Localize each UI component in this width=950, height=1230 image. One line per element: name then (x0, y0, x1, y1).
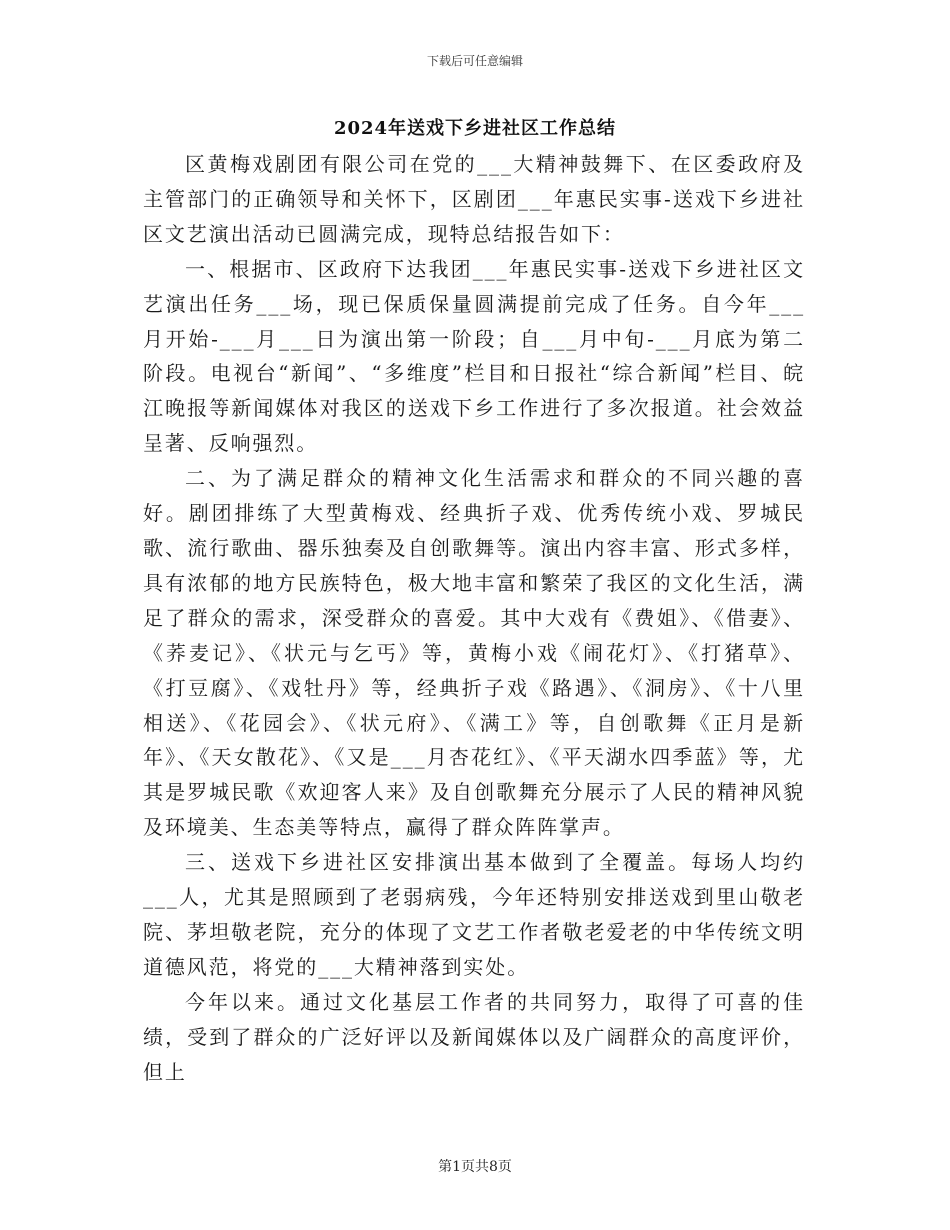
document-title: 2024年送戏下乡进社区工作总结 (333, 118, 617, 139)
paragraph-summary: 今年以来。通过文化基层工作者的共同努力，取得了可喜的佳绩，受到了群众的广泛好评以及新闻媒体以及广阔群众的高度评价，但上 (143, 989, 805, 1084)
paragraph-intro: 区黄梅戏剧团有限公司在党的___大精神鼓舞下、在区委政府及主管部门的正确领导和关怀下，区剧团___年惠民实事-送戏下乡进社区文艺演出活动已圆满完成，现特总结报告如下： (143, 152, 805, 246)
paragraph-section-two: 二、为了满足群众的精神文化生活需求和群众的不同兴趣的喜好。剧团排练了大型黄梅戏、经典折子戏、优秀传统小戏、罗城民歌、流行歌曲、器乐独奏及自创歌舞等。演出内容丰富、形式多样，具有浓郁的地方民族特色，极大地丰富和繁荣了我区的文化生活，满足了群众的需求，深受群众的喜爱。其中大戏有《费姐》、《借妻》、《荞麦记》、《状元与乞丐》等，黄梅小戏《闹花灯》、《打猪草》、《打豆腐》、《戏牡丹》等，经典折子戏《路遇》、《洞房》、《十八里相送》、《花园会》、《状元府》、《满工》等，自创歌舞《正月是新年》、《天女散花》、《又是___月杏花红》、《平天湖水四季蓝》等，尤其是罗城民歌《欢迎客人来》及自创歌舞充分展示了人民的精神风貌及环境美、生态美等特点，赢得了群众阵阵掌声。 (143, 466, 805, 840)
document-body (143, 147, 805, 1089)
paragraph-section-three: 三、送戏下乡进社区安排演出基本做到了全覆盖。每场人均约___人，尤其是照顾到了老弱病残，今年还特别安排送戏到里山敬老院、茅坦敬老院，充分的体现了文艺工作者敬老爱老的中华传统文明道德风范，将党的___大精神落到实处。 (143, 850, 805, 979)
page-header-note: 下载后可任意编辑 (426, 54, 523, 68)
page-number: 第1页共8页 (438, 1159, 512, 1175)
paragraph-section-one: 一、根据市、区政府下达我团___年惠民实事-送戏下乡进社区文艺演出任务___场，现已保质保量圆满提前完成了任务。自今年___月开始-___月___日为演出第一阶段；自___月中旬-___月底为第二阶段。电视台“新闻”、“多维度”栏目和日报社“综合新闻”栏目、皖江晚报等新闻媒体对我区的送戏下乡工作进行了多次报道。社会效益呈著、反响强烈。 (143, 256, 805, 456)
